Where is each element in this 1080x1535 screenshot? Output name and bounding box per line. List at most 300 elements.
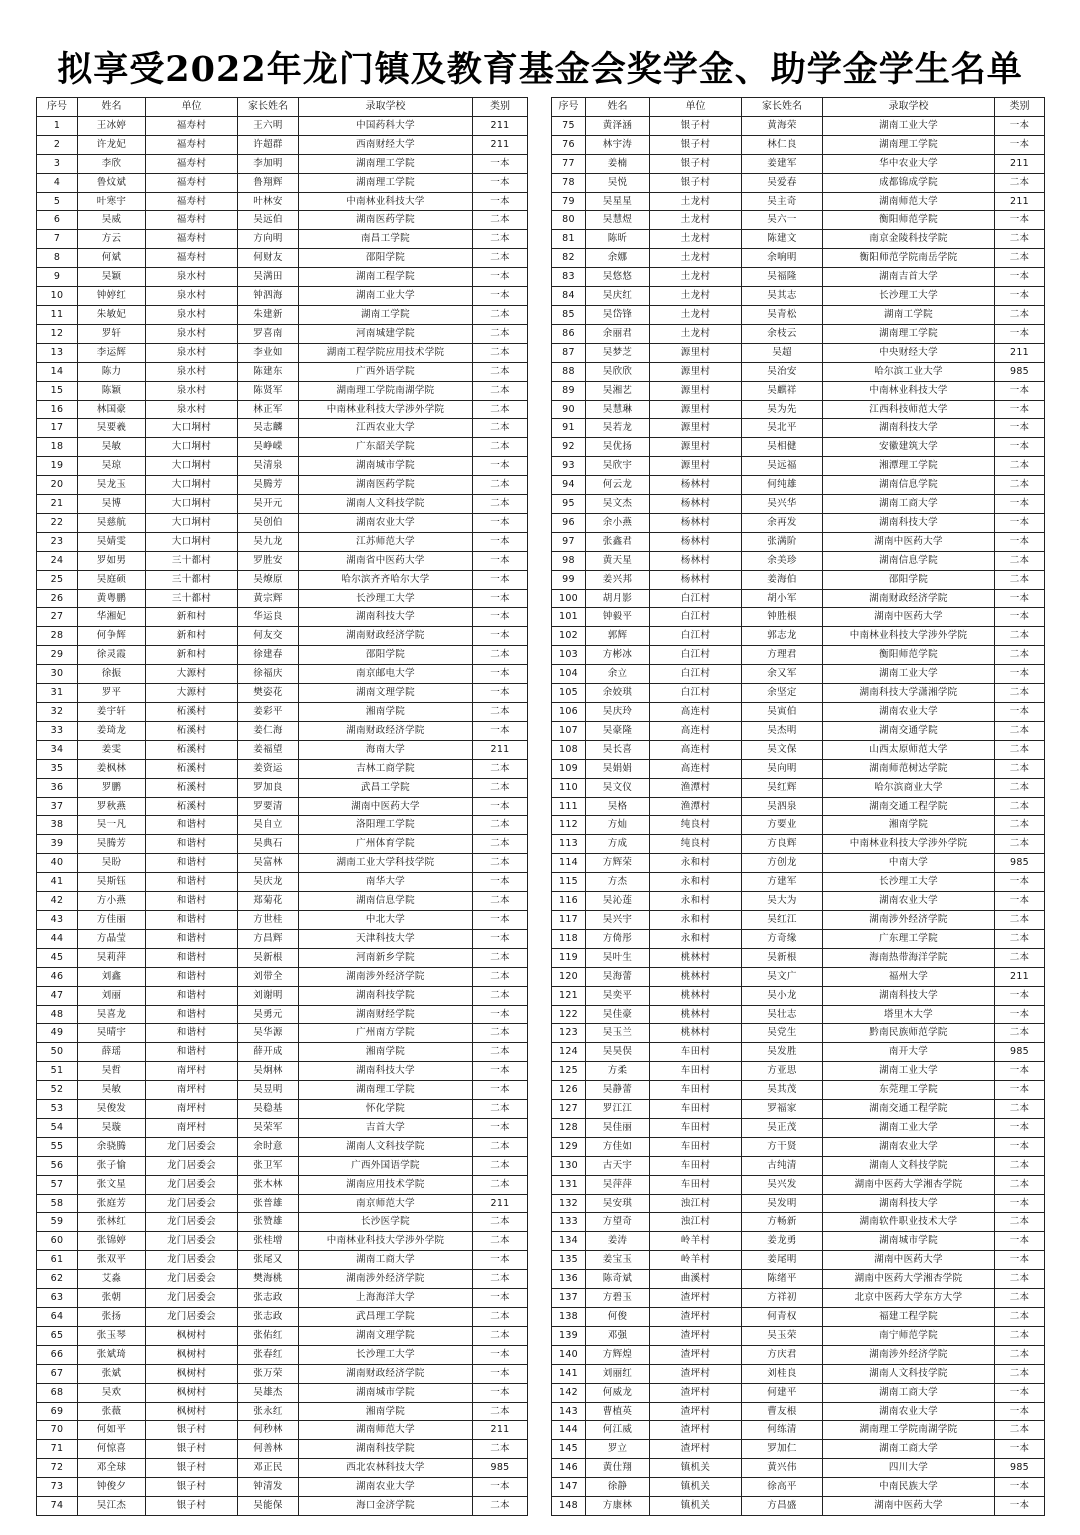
cell-unit: 渣坪村 bbox=[650, 1440, 742, 1459]
cell-unit: 福寿村 bbox=[146, 192, 238, 211]
table-row bbox=[552, 438, 1045, 457]
cell-parent-name: 吴向明 bbox=[742, 759, 823, 778]
cell-index: 70 bbox=[37, 1421, 78, 1440]
cell-student-name: 吴欣宇 bbox=[586, 457, 650, 476]
cell-category: 二本 bbox=[473, 816, 528, 835]
cell-parent-name: 徐高平 bbox=[742, 1478, 823, 1497]
cell-index: 128 bbox=[552, 1118, 586, 1137]
cell-parent-name: 姜福望 bbox=[238, 740, 299, 759]
cell-school: 怀化学院 bbox=[299, 1100, 473, 1119]
table-row bbox=[37, 948, 528, 967]
cell-parent-name: 余坚定 bbox=[742, 684, 823, 703]
cell-student-name: 刘丽 bbox=[78, 986, 146, 1005]
table-row bbox=[552, 1251, 1045, 1270]
table-row bbox=[552, 948, 1045, 967]
cell-student-name: 吴梦芝 bbox=[586, 343, 650, 362]
cell-unit: 银子村 bbox=[146, 1478, 238, 1497]
cell-category: 二本 bbox=[473, 759, 528, 778]
cell-unit: 柘溪村 bbox=[146, 778, 238, 797]
table-row bbox=[37, 1005, 528, 1024]
cell-category: 二本 bbox=[995, 740, 1045, 759]
cell-school: 湖南财政经济学院 bbox=[299, 1364, 473, 1383]
cell-school: 湘潭理工学院 bbox=[823, 457, 995, 476]
student-table-left bbox=[36, 97, 528, 1516]
cell-parent-name: 姜彩平 bbox=[238, 703, 299, 722]
cell-category: 一本 bbox=[995, 268, 1045, 287]
cell-unit: 白江村 bbox=[650, 589, 742, 608]
table-row bbox=[552, 892, 1045, 911]
cell-school: 湖南人文科技学院 bbox=[299, 495, 473, 514]
cell-student-name: 方碧玉 bbox=[586, 1289, 650, 1308]
table-row bbox=[552, 589, 1045, 608]
cell-unit: 三十都村 bbox=[146, 570, 238, 589]
table-row bbox=[552, 816, 1045, 835]
cell-index: 104 bbox=[552, 665, 586, 684]
cell-unit: 银子村 bbox=[146, 1440, 238, 1459]
cell-school: 湖南工学院 bbox=[299, 305, 473, 324]
cell-school: 湖南工业大学科技学院 bbox=[299, 854, 473, 873]
cell-index: 142 bbox=[552, 1383, 586, 1402]
cell-unit: 银子村 bbox=[650, 173, 742, 192]
cell-index: 101 bbox=[552, 608, 586, 627]
cell-student-name: 姜楠 bbox=[586, 154, 650, 173]
cell-category: 211 bbox=[995, 343, 1045, 362]
cell-student-name: 曹植英 bbox=[586, 1402, 650, 1421]
cell-category: 一本 bbox=[995, 892, 1045, 911]
cell-parent-name: 王六明 bbox=[238, 116, 299, 135]
cell-parent-name: 郭志龙 bbox=[742, 627, 823, 646]
cell-parent-name: 钟胜根 bbox=[742, 608, 823, 627]
cell-school: 南华大学 bbox=[299, 873, 473, 892]
cell-category: 二本 bbox=[473, 1308, 528, 1327]
cell-school: 湖南中医药大学湘杏学院 bbox=[823, 1175, 995, 1194]
cell-index: 96 bbox=[552, 513, 586, 532]
cell-student-name: 吴慈航 bbox=[78, 513, 146, 532]
cell-unit: 福寿村 bbox=[146, 135, 238, 154]
cell-unit: 泉水村 bbox=[146, 324, 238, 343]
cell-school: 湖南省中医药大学 bbox=[299, 551, 473, 570]
cell-index: 29 bbox=[37, 646, 78, 665]
cell-school: 海南热带海洋学院 bbox=[823, 948, 995, 967]
cell-index: 28 bbox=[37, 627, 78, 646]
table-row bbox=[552, 1081, 1045, 1100]
cell-category: 二本 bbox=[995, 1308, 1045, 1327]
cell-category: 211 bbox=[473, 740, 528, 759]
cell-index: 7 bbox=[37, 230, 78, 249]
cell-student-name: 余姣琪 bbox=[586, 684, 650, 703]
cell-unit: 白江村 bbox=[650, 608, 742, 627]
cell-student-name: 余小燕 bbox=[586, 513, 650, 532]
table-row bbox=[37, 305, 528, 324]
cell-index: 2 bbox=[37, 135, 78, 154]
cell-category: 二本 bbox=[473, 703, 528, 722]
cell-student-name: 吴庆玲 bbox=[586, 703, 650, 722]
cell-unit: 泉水村 bbox=[146, 362, 238, 381]
cell-category: 一本 bbox=[473, 608, 528, 627]
cell-index: 76 bbox=[552, 135, 586, 154]
cell-category: 二本 bbox=[995, 1421, 1045, 1440]
cell-unit: 岭羊村 bbox=[650, 1251, 742, 1270]
cell-category: 一本 bbox=[473, 1345, 528, 1364]
cell-parent-name: 方良辉 bbox=[742, 835, 823, 854]
cell-student-name: 张子愉 bbox=[78, 1156, 146, 1175]
cell-school: 湖南中医药大学 bbox=[299, 797, 473, 816]
cell-unit: 永和村 bbox=[650, 873, 742, 892]
cell-student-name: 姜宝玉 bbox=[586, 1251, 650, 1270]
cell-unit: 大口垌村 bbox=[146, 532, 238, 551]
table-row bbox=[37, 1043, 528, 1062]
table-row bbox=[37, 627, 528, 646]
cell-school: 湖南人文科技学院 bbox=[299, 1137, 473, 1156]
table-row bbox=[37, 135, 528, 154]
cell-school: 湖南理工学院 bbox=[299, 1081, 473, 1100]
table-row bbox=[552, 1478, 1045, 1497]
cell-parent-name: 吴治安 bbox=[742, 362, 823, 381]
cell-student-name: 方彬冰 bbox=[586, 646, 650, 665]
cell-index: 85 bbox=[552, 305, 586, 324]
cell-category: 二本 bbox=[995, 173, 1045, 192]
cell-school: 湘南学院 bbox=[299, 1402, 473, 1421]
cell-parent-name: 吴红江 bbox=[742, 910, 823, 929]
cell-parent-name: 樊海桃 bbox=[238, 1270, 299, 1289]
cell-student-name: 邓全球 bbox=[78, 1459, 146, 1478]
cell-index: 1 bbox=[37, 116, 78, 135]
cell-school: 中南林业科技大学 bbox=[823, 381, 995, 400]
cell-unit: 浊江村 bbox=[650, 1194, 742, 1213]
cell-student-name: 黄泽涵 bbox=[586, 116, 650, 135]
cell-student-name: 吴豪隆 bbox=[586, 721, 650, 740]
cell-category: 二本 bbox=[473, 362, 528, 381]
cell-school: 湘南学院 bbox=[299, 703, 473, 722]
cell-student-name: 林宇涛 bbox=[586, 135, 650, 154]
cell-parent-name: 吴为先 bbox=[742, 400, 823, 419]
cell-school: 吉首大学 bbox=[299, 1118, 473, 1137]
table-row bbox=[37, 513, 528, 532]
cell-student-name: 吴颖 bbox=[78, 268, 146, 287]
table-row bbox=[552, 116, 1045, 135]
cell-category: 一本 bbox=[473, 192, 528, 211]
cell-school: 湖南农业大学 bbox=[299, 513, 473, 532]
cell-parent-name: 张普雄 bbox=[238, 1194, 299, 1213]
cell-student-name: 张锦婷 bbox=[78, 1232, 146, 1251]
cell-category: 二本 bbox=[995, 835, 1045, 854]
cell-student-name: 何斌 bbox=[78, 249, 146, 268]
cell-parent-name: 姜尾明 bbox=[742, 1251, 823, 1270]
cell-unit: 柘溪村 bbox=[146, 721, 238, 740]
cell-student-name: 陈颖 bbox=[78, 381, 146, 400]
cell-unit: 大源村 bbox=[146, 684, 238, 703]
cell-unit: 银子村 bbox=[650, 154, 742, 173]
cell-parent-name: 罗喜南 bbox=[238, 324, 299, 343]
cell-unit: 枫树村 bbox=[146, 1345, 238, 1364]
cell-school: 中南林业科技大学涉外学院 bbox=[823, 627, 995, 646]
cell-school: 湖南农业大学 bbox=[823, 703, 995, 722]
cell-category: 一本 bbox=[995, 381, 1045, 400]
cell-school: 西南财经大学 bbox=[299, 135, 473, 154]
cell-index: 106 bbox=[552, 703, 586, 722]
cell-index: 25 bbox=[37, 570, 78, 589]
cell-unit: 大口垌村 bbox=[146, 495, 238, 514]
cell-school: 湖南涉外经济学院 bbox=[823, 1345, 995, 1364]
cell-school: 湖南城市学院 bbox=[823, 1232, 995, 1251]
cell-unit: 和谐村 bbox=[146, 835, 238, 854]
cell-index: 147 bbox=[552, 1478, 586, 1497]
cell-school: 哈尔滨商业大学 bbox=[823, 778, 995, 797]
cell-unit: 杨林村 bbox=[650, 551, 742, 570]
cell-category: 二本 bbox=[473, 1156, 528, 1175]
table-row bbox=[552, 778, 1045, 797]
table-row bbox=[552, 249, 1045, 268]
cell-unit: 柘溪村 bbox=[146, 740, 238, 759]
table-row bbox=[37, 1194, 528, 1213]
cell-school: 湖南吉首大学 bbox=[823, 268, 995, 287]
cell-parent-name: 方向明 bbox=[238, 230, 299, 249]
cell-category: 二本 bbox=[473, 438, 528, 457]
cell-index: 3 bbox=[37, 154, 78, 173]
cell-category: 二本 bbox=[473, 324, 528, 343]
table-row bbox=[552, 400, 1045, 419]
cell-student-name: 陈力 bbox=[78, 362, 146, 381]
cell-category: 二本 bbox=[995, 1345, 1045, 1364]
cell-parent-name: 刘桂良 bbox=[742, 1364, 823, 1383]
table-row bbox=[552, 1383, 1045, 1402]
cell-school: 四川大学 bbox=[823, 1459, 995, 1478]
cell-index: 22 bbox=[37, 513, 78, 532]
cell-school: 湖南工业大学 bbox=[299, 287, 473, 306]
cell-parent-name: 徐建春 bbox=[238, 646, 299, 665]
table-row bbox=[552, 419, 1045, 438]
table-row bbox=[37, 495, 528, 514]
table-row bbox=[37, 778, 528, 797]
cell-student-name: 方杰 bbox=[586, 873, 650, 892]
cell-student-name: 张文星 bbox=[78, 1175, 146, 1194]
cell-student-name: 吴欢 bbox=[78, 1383, 146, 1402]
cell-category: 二本 bbox=[995, 551, 1045, 570]
cell-index: 123 bbox=[552, 1024, 586, 1043]
cell-unit: 枫树村 bbox=[146, 1364, 238, 1383]
cell-student-name: 艾淼 bbox=[78, 1270, 146, 1289]
cell-unit: 杨林村 bbox=[650, 476, 742, 495]
cell-category: 一本 bbox=[995, 1402, 1045, 1421]
cell-category: 985 bbox=[995, 362, 1045, 381]
cell-school: 黔南民族师范学院 bbox=[823, 1024, 995, 1043]
cell-index: 10 bbox=[37, 287, 78, 306]
cell-index: 53 bbox=[37, 1100, 78, 1119]
cell-school: 湖南工程学院 bbox=[299, 268, 473, 287]
table-row bbox=[552, 211, 1045, 230]
cell-school: 长沙理工大学 bbox=[823, 287, 995, 306]
table-row bbox=[552, 305, 1045, 324]
cell-parent-name: 何秒林 bbox=[238, 1421, 299, 1440]
cell-student-name: 许龙妃 bbox=[78, 135, 146, 154]
cell-student-name: 何俊 bbox=[586, 1308, 650, 1327]
cell-school: 南开大学 bbox=[823, 1043, 995, 1062]
table-row bbox=[37, 1137, 528, 1156]
cell-index: 41 bbox=[37, 873, 78, 892]
cell-school: 湖南中医药大学 bbox=[823, 608, 995, 627]
table-row bbox=[552, 1137, 1045, 1156]
cell-category: 一本 bbox=[995, 513, 1045, 532]
cell-school: 武昌工学院 bbox=[299, 778, 473, 797]
cell-unit: 大口垌村 bbox=[146, 476, 238, 495]
table-row bbox=[552, 362, 1045, 381]
cell-student-name: 张庭芳 bbox=[78, 1194, 146, 1213]
cell-student-name: 薛瑶 bbox=[78, 1043, 146, 1062]
cell-parent-name: 黄宗辉 bbox=[238, 589, 299, 608]
cell-category: 一本 bbox=[995, 1440, 1045, 1459]
cell-parent-name: 余再发 bbox=[742, 513, 823, 532]
cell-school: 长沙理工大学 bbox=[299, 589, 473, 608]
cell-category: 二本 bbox=[995, 929, 1045, 948]
cell-parent-name: 朱建新 bbox=[238, 305, 299, 324]
cell-student-name: 姜宇轩 bbox=[78, 703, 146, 722]
cell-school: 江西农业大学 bbox=[299, 419, 473, 438]
cell-category: 二本 bbox=[473, 1402, 528, 1421]
cell-student-name: 吴江杰 bbox=[78, 1497, 146, 1516]
cell-student-name: 吴要羲 bbox=[78, 419, 146, 438]
cell-unit: 龙门居委会 bbox=[146, 1137, 238, 1156]
cell-index: 112 bbox=[552, 816, 586, 835]
cell-index: 80 bbox=[552, 211, 586, 230]
table-row bbox=[37, 684, 528, 703]
cell-category: 一本 bbox=[995, 1251, 1045, 1270]
cell-category: 二本 bbox=[473, 986, 528, 1005]
cell-unit: 南坪村 bbox=[146, 1118, 238, 1137]
cell-school: 广州南方学院 bbox=[299, 1024, 473, 1043]
table-row bbox=[552, 1459, 1045, 1478]
cell-index: 137 bbox=[552, 1289, 586, 1308]
table-row bbox=[37, 740, 528, 759]
cell-unit: 土龙村 bbox=[650, 324, 742, 343]
cell-school: 中南林业科技大学 bbox=[299, 192, 473, 211]
cell-student-name: 方望奇 bbox=[586, 1213, 650, 1232]
cell-category: 一本 bbox=[995, 1062, 1045, 1081]
cell-unit: 土龙村 bbox=[650, 230, 742, 249]
cell-student-name: 古天宇 bbox=[586, 1156, 650, 1175]
cell-student-name: 何惊喜 bbox=[78, 1440, 146, 1459]
cell-index: 64 bbox=[37, 1308, 78, 1327]
cell-student-name: 吴悦 bbox=[586, 173, 650, 192]
cell-school: 湖南财政经济学院 bbox=[299, 721, 473, 740]
cell-parent-name: 张佑红 bbox=[238, 1326, 299, 1345]
cell-unit: 银子村 bbox=[650, 135, 742, 154]
cell-parent-name: 方建军 bbox=[742, 873, 823, 892]
cell-school: 湖南文理学院 bbox=[299, 684, 473, 703]
cell-parent-name: 吴雄杰 bbox=[238, 1383, 299, 1402]
cell-category: 二本 bbox=[995, 797, 1045, 816]
cell-category: 一本 bbox=[995, 135, 1045, 154]
cell-index: 99 bbox=[552, 570, 586, 589]
cell-category: 一本 bbox=[473, 589, 528, 608]
cell-parent-name: 方庆君 bbox=[742, 1345, 823, 1364]
table-row bbox=[37, 646, 528, 665]
cell-school: 湖南医药学院 bbox=[299, 476, 473, 495]
cell-parent-name: 陈建文 bbox=[742, 230, 823, 249]
cell-unit: 岭羊村 bbox=[650, 1232, 742, 1251]
cell-unit: 南坪村 bbox=[146, 1100, 238, 1119]
cell-category: 二本 bbox=[995, 646, 1045, 665]
cell-school: 哈尔滨工业大学 bbox=[823, 362, 995, 381]
cell-index: 27 bbox=[37, 608, 78, 627]
cell-school: 河南新乡学院 bbox=[299, 948, 473, 967]
cell-parent-name: 张尾又 bbox=[238, 1251, 299, 1270]
cell-parent-name: 吴主奇 bbox=[742, 192, 823, 211]
cell-school: 广东理工学院 bbox=[823, 929, 995, 948]
cell-index: 19 bbox=[37, 457, 78, 476]
cell-student-name: 何争辉 bbox=[78, 627, 146, 646]
cell-index: 87 bbox=[552, 343, 586, 362]
table-row bbox=[552, 1043, 1045, 1062]
cell-category: 一本 bbox=[473, 1364, 528, 1383]
cell-parent-name: 余枝云 bbox=[742, 324, 823, 343]
table-row bbox=[552, 684, 1045, 703]
cell-school: 华中农业大学 bbox=[823, 154, 995, 173]
cell-category: 一本 bbox=[995, 1118, 1045, 1137]
cell-category: 二本 bbox=[995, 910, 1045, 929]
cell-student-name: 李欣 bbox=[78, 154, 146, 173]
cell-category: 一本 bbox=[473, 570, 528, 589]
table-row bbox=[552, 457, 1045, 476]
cell-school: 长沙理工大学 bbox=[299, 1345, 473, 1364]
cell-unit: 土龙村 bbox=[650, 305, 742, 324]
cell-category: 二本 bbox=[473, 948, 528, 967]
cell-parent-name: 方昌辉 bbox=[238, 929, 299, 948]
cell-index: 13 bbox=[37, 343, 78, 362]
cell-student-name: 吴喜龙 bbox=[78, 1005, 146, 1024]
cell-category: 一本 bbox=[995, 287, 1045, 306]
cell-student-name: 吴星星 bbox=[586, 192, 650, 211]
cell-school: 东莞理工学院 bbox=[823, 1081, 995, 1100]
cell-school: 湖南工学院 bbox=[823, 305, 995, 324]
cell-parent-name: 方创龙 bbox=[742, 854, 823, 873]
cell-category: 一本 bbox=[995, 589, 1045, 608]
cell-student-name: 方灿 bbox=[586, 816, 650, 835]
cell-student-name: 吴俊发 bbox=[78, 1100, 146, 1119]
table-row bbox=[37, 835, 528, 854]
cell-index: 110 bbox=[552, 778, 586, 797]
cell-parent-name: 罗福家 bbox=[742, 1100, 823, 1119]
cell-unit: 源里村 bbox=[650, 400, 742, 419]
cell-student-name: 吴琼 bbox=[78, 457, 146, 476]
cell-index: 139 bbox=[552, 1326, 586, 1345]
cell-unit: 高连村 bbox=[650, 703, 742, 722]
table-row bbox=[37, 381, 528, 400]
cell-school: 长沙医学院 bbox=[299, 1213, 473, 1232]
cell-unit: 大口垌村 bbox=[146, 419, 238, 438]
table-row bbox=[37, 1308, 528, 1327]
cell-school: 湖南中医药大学湘杏学院 bbox=[823, 1270, 995, 1289]
table-row bbox=[552, 1194, 1045, 1213]
cell-unit: 福寿村 bbox=[146, 173, 238, 192]
cell-parent-name: 古纯清 bbox=[742, 1156, 823, 1175]
cell-index: 30 bbox=[37, 665, 78, 684]
cell-school: 广东韶关学院 bbox=[299, 438, 473, 457]
cell-category: 二本 bbox=[473, 835, 528, 854]
cell-index: 125 bbox=[552, 1062, 586, 1081]
cell-index: 109 bbox=[552, 759, 586, 778]
cell-index: 119 bbox=[552, 948, 586, 967]
cell-school: 北京中医药大学东方大学 bbox=[823, 1289, 995, 1308]
cell-parent-name: 何善林 bbox=[238, 1440, 299, 1459]
cell-unit: 土龙村 bbox=[650, 192, 742, 211]
cell-student-name: 徐灵霞 bbox=[78, 646, 146, 665]
cell-index: 120 bbox=[552, 967, 586, 986]
cell-parent-name: 吴六一 bbox=[742, 211, 823, 230]
cell-parent-name: 吴发明 bbox=[742, 1194, 823, 1213]
cell-parent-name: 余美珍 bbox=[742, 551, 823, 570]
cell-index: 111 bbox=[552, 797, 586, 816]
cell-unit: 柘溪村 bbox=[146, 797, 238, 816]
